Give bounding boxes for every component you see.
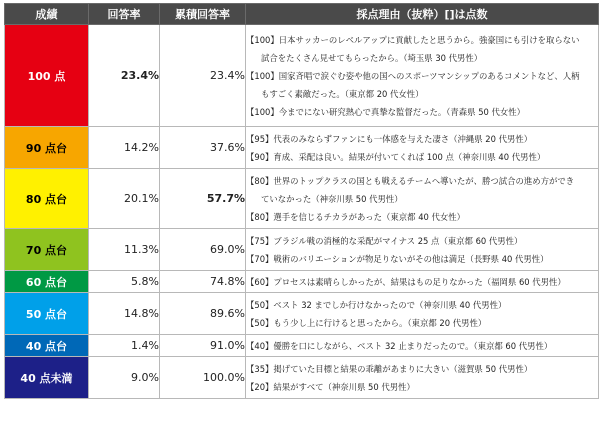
reason-line: ていなかった（神奈川県 50 代男性） — [261, 193, 403, 204]
grade-cell: 90 点台 — [5, 127, 89, 169]
rate-cell: 14.2% — [89, 127, 160, 169]
table-row — [5, 127, 599, 169]
reason-line: 【50】もう少し上に行けると思ったから。（東京都 20 代男性） — [246, 317, 487, 328]
cumulative-cell: 74.8% — [160, 271, 246, 293]
cumulative-cell: 91.0% — [160, 335, 246, 357]
table-row — [5, 169, 599, 229]
score-table — [4, 3, 599, 399]
reasons-cell — [246, 293, 599, 335]
reason-line: 【100】日本サッカーのレベルアップに貢献したと思うから。強豪国にも引けを取らない — [246, 34, 580, 45]
reason-line: 【95】代表のみならずファンにも一体感を与えた凄さ（沖縄県 20 代男性） — [246, 133, 533, 144]
reasons-cell — [246, 357, 599, 399]
grade-cell: 100 点 — [5, 25, 89, 127]
grade-cell: 50 点台 — [5, 293, 89, 335]
rate-cell: 20.1% — [89, 169, 160, 229]
table-body — [5, 25, 599, 399]
rate-cell: 23.4% — [89, 25, 160, 127]
cumulative-cell: 89.6% — [160, 293, 246, 335]
grade-cell: 40 点台 — [5, 335, 89, 357]
reasons-cell — [246, 25, 599, 127]
reasons-cell — [246, 335, 599, 357]
header-reasons: 採点理由（抜粋）[]は点数 — [246, 4, 599, 25]
reason-line: 【90】育成、采配は良い。結果が付いてくれば 100 点（神奈川県 40 代男性） — [246, 151, 546, 162]
reasons-cell — [246, 169, 599, 229]
reason-line: 【75】ブラジル戦の消極的な采配がマイナス 25 点（東京都 60 代男性） — [246, 235, 523, 246]
reason-line: 【40】優勝を口にしながら、ベスト 32 止まりだったので。（東京都 60 代男性） — [246, 340, 553, 351]
header-row — [5, 4, 599, 25]
table-row — [5, 229, 599, 271]
reason-line: 【20】結果がすべて（神奈川県 50 代男性） — [246, 381, 415, 392]
cumulative-cell: 37.6% — [160, 127, 246, 169]
table-row — [5, 335, 599, 357]
grade-cell: 40 点未満 — [5, 357, 89, 399]
cumulative-cell: 69.0% — [160, 229, 246, 271]
rate-cell: 11.3% — [89, 229, 160, 271]
grade-cell: 70 点台 — [5, 229, 89, 271]
reason-line: もすごく素敵だった。（東京都 20 代女性） — [261, 88, 424, 99]
rate-cell: 9.0% — [89, 357, 160, 399]
reason-line: 【100】国家斉唱で涙ぐむ姿や他の国へのスポーツマンシップのあるコメントなど、人柄 — [246, 70, 580, 81]
cumulative-cell: 100.0% — [160, 357, 246, 399]
table-row — [5, 293, 599, 335]
rate-cell: 5.8% — [89, 271, 160, 293]
cumulative-cell: 57.7% — [160, 169, 246, 229]
reason-line: 【60】プロセスは素晴らしかったが、結果はもの足りなかった（福岡県 60 代男性） — [246, 276, 566, 287]
reason-line: 【50】ベスト 32 までしか行けなかったので（神奈川県 40 代男性） — [246, 299, 507, 310]
reasons-cell — [246, 229, 599, 271]
header-rate: 回答率 — [89, 4, 160, 25]
table-row — [5, 357, 599, 399]
rate-cell: 14.8% — [89, 293, 160, 335]
cumulative-cell: 23.4% — [160, 25, 246, 127]
reasons-cell — [246, 271, 599, 293]
header-grade: 成績 — [5, 4, 89, 25]
reason-line: 試合をたくさん見せてもらったから。（埼玉県 30 代男性） — [261, 52, 483, 63]
reason-line: 【80】世界のトップクラスの国とも戦えるチームへ導いたが、勝つ試合の進め方ができ — [246, 175, 575, 186]
reasons-cell — [246, 127, 599, 169]
reason-line: 【100】今までにない研究熱心で真摯な監督だった。（青森県 50 代女性） — [246, 106, 526, 117]
rate-cell: 1.4% — [89, 335, 160, 357]
reason-line: 【70】戦術のバリエーションが物足りないがその他は満足（長野県 40 代男性） — [246, 253, 549, 264]
grade-cell: 60 点台 — [5, 271, 89, 293]
reason-line: 【80】選手を信じるチカラがあった（東京都 40 代女性） — [246, 211, 466, 222]
table-row — [5, 271, 599, 293]
grade-cell: 80 点台 — [5, 169, 89, 229]
reason-line: 【35】掲げていた目標と結果の乖離があまりに大きい（滋賀県 50 代男性） — [246, 363, 533, 374]
header-cumulative: 累積回答率 — [160, 4, 246, 25]
table-row — [5, 25, 599, 127]
